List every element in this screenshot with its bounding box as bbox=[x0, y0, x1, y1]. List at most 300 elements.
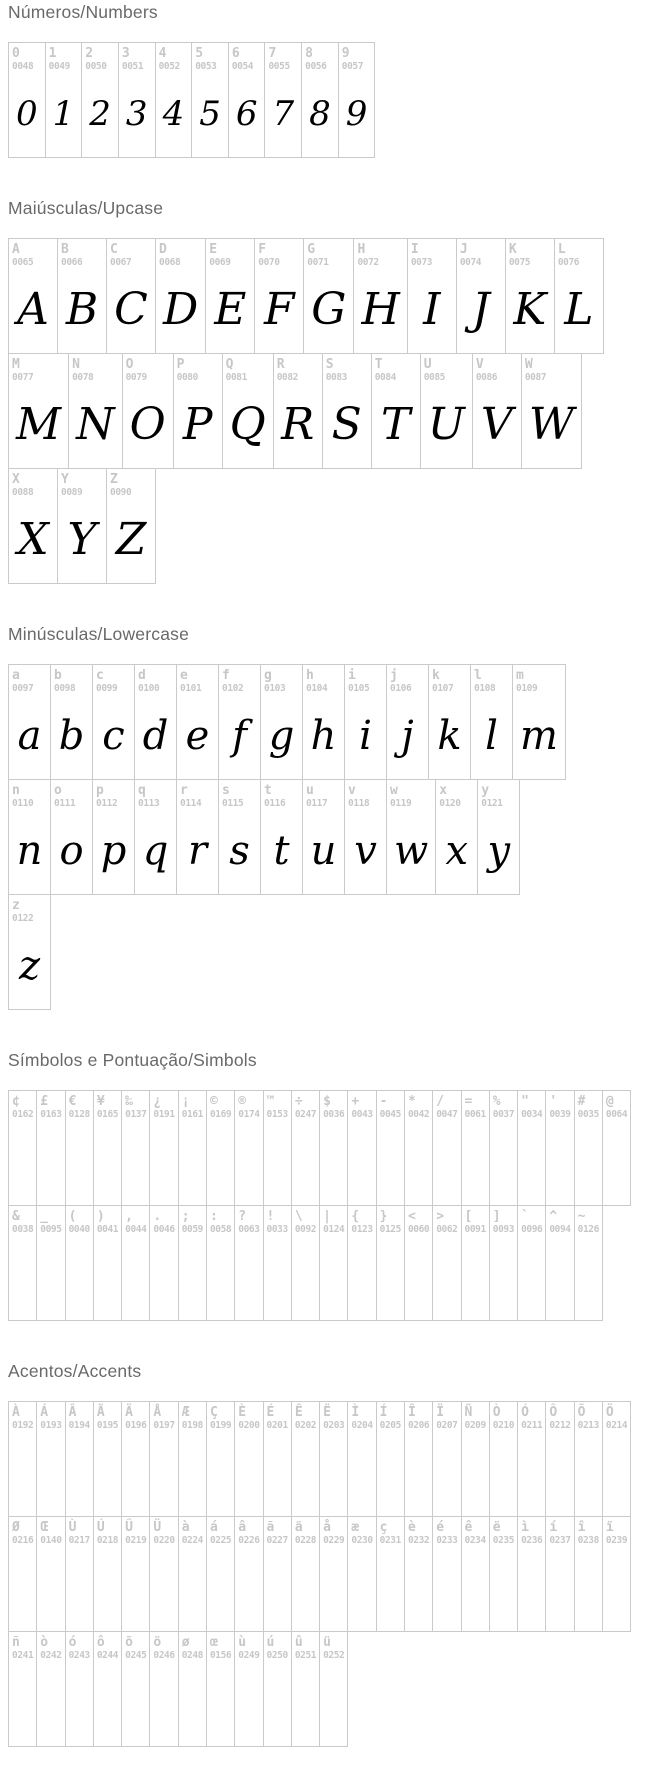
char-code: 0235 bbox=[492, 1535, 515, 1546]
char-label: V bbox=[475, 357, 484, 372]
char-glyph: 3 bbox=[125, 93, 148, 134]
char-code: 0196 bbox=[125, 1420, 147, 1431]
char-cell bbox=[461, 1401, 490, 1517]
char-cell bbox=[93, 1516, 122, 1632]
char-code: 0113 bbox=[138, 798, 160, 809]
char-cell bbox=[8, 1205, 37, 1321]
char-label: $ bbox=[323, 1094, 331, 1109]
char-cell bbox=[456, 238, 506, 354]
char-label: w bbox=[390, 783, 398, 798]
char-cell bbox=[254, 238, 304, 354]
char-code: 0089 bbox=[61, 487, 83, 498]
char-cell bbox=[8, 779, 51, 895]
char-label: 3 bbox=[121, 46, 130, 61]
char-code: 0064 bbox=[605, 1109, 628, 1120]
char-glyph: F bbox=[264, 284, 295, 335]
char-label: ) bbox=[96, 1209, 105, 1224]
char-cell bbox=[263, 1401, 292, 1517]
char-cell bbox=[149, 1090, 178, 1206]
char-cell bbox=[149, 1205, 178, 1321]
char-code: 0217 bbox=[68, 1535, 90, 1546]
char-code: 0194 bbox=[68, 1420, 90, 1431]
char-cell bbox=[93, 1401, 122, 1517]
char-cell bbox=[319, 1516, 348, 1632]
char-code: 0107 bbox=[432, 683, 454, 694]
char-glyph: A bbox=[17, 284, 49, 335]
char-code: 0123 bbox=[351, 1224, 373, 1235]
char-label: Î bbox=[407, 1405, 416, 1420]
char-glyph bbox=[351, 1431, 372, 1514]
char-label: Ì bbox=[351, 1405, 360, 1420]
char-glyph: t bbox=[273, 827, 290, 874]
char-label: p bbox=[96, 783, 104, 798]
char-label: Ú bbox=[96, 1520, 105, 1535]
char-cell bbox=[50, 664, 93, 780]
char-glyph bbox=[97, 1546, 118, 1629]
char-code: 0100 bbox=[138, 683, 160, 694]
char-cell bbox=[57, 468, 107, 584]
char-glyph bbox=[182, 1120, 203, 1203]
char-glyph: K bbox=[513, 284, 547, 335]
char-label: É bbox=[266, 1405, 275, 1420]
char-glyph: 8 bbox=[309, 93, 331, 134]
char-label: ' bbox=[549, 1094, 558, 1109]
char-glyph: E bbox=[214, 284, 247, 335]
char-label: 7 bbox=[268, 46, 277, 61]
char-glyph: 1 bbox=[52, 93, 75, 134]
char-label: å bbox=[323, 1520, 331, 1535]
char-glyph bbox=[12, 1661, 33, 1744]
char-cell bbox=[505, 238, 555, 354]
char-cell bbox=[36, 1090, 65, 1206]
char-glyph bbox=[295, 1661, 316, 1744]
char-cell bbox=[545, 1090, 574, 1206]
char-label: é bbox=[436, 1520, 445, 1535]
char-code: 0043 bbox=[351, 1109, 373, 1120]
char-code: 0206 bbox=[407, 1420, 430, 1431]
char-glyph: S bbox=[331, 399, 362, 450]
char-label: " bbox=[521, 1094, 529, 1109]
section-title: Maiúsculas/Upcase bbox=[8, 198, 164, 218]
char-label: Â bbox=[68, 1405, 77, 1420]
char-row bbox=[8, 1090, 661, 1206]
char-code: 0242 bbox=[40, 1650, 62, 1661]
char-cell bbox=[404, 1090, 433, 1206]
char-label: z bbox=[12, 898, 20, 913]
char-cell bbox=[517, 1205, 546, 1321]
char-cell bbox=[432, 1090, 461, 1206]
char-code: 0102 bbox=[222, 683, 244, 694]
char-label: Æ bbox=[181, 1405, 190, 1420]
char-label: o bbox=[54, 783, 62, 798]
char-label: ø bbox=[181, 1635, 190, 1650]
char-code: 0065 bbox=[12, 257, 34, 268]
char-code: 0239 bbox=[605, 1535, 628, 1546]
char-label: C bbox=[110, 242, 118, 257]
char-cell bbox=[291, 1205, 320, 1321]
char-code: 0237 bbox=[549, 1535, 571, 1546]
char-cell bbox=[302, 664, 345, 780]
char-cell bbox=[234, 1516, 263, 1632]
char-label: © bbox=[209, 1094, 218, 1109]
char-cell bbox=[260, 779, 303, 895]
char-label: K bbox=[508, 242, 517, 257]
char-code: 0047 bbox=[436, 1109, 458, 1120]
char-cell bbox=[602, 1401, 631, 1517]
char-glyph: b bbox=[58, 712, 85, 759]
char-label: E bbox=[209, 242, 218, 257]
char-code: 0120 bbox=[439, 798, 461, 809]
char-glyph: R bbox=[281, 399, 315, 450]
char-glyph bbox=[40, 1235, 61, 1318]
char-code: 0109 bbox=[516, 683, 538, 694]
char-glyph bbox=[238, 1120, 259, 1203]
char-cell bbox=[121, 1401, 150, 1517]
char-cell bbox=[263, 1631, 292, 1747]
char-glyph bbox=[12, 1120, 33, 1203]
char-cell bbox=[420, 353, 473, 469]
char-glyph bbox=[549, 1235, 570, 1318]
char-code: 0052 bbox=[158, 61, 180, 72]
char-row bbox=[8, 1401, 661, 1517]
char-cell bbox=[432, 1401, 461, 1517]
char-glyph bbox=[323, 1235, 344, 1318]
char-label: S bbox=[325, 357, 334, 372]
char-label: n bbox=[12, 783, 20, 798]
char-label: # bbox=[577, 1094, 586, 1109]
char-row bbox=[8, 42, 661, 158]
char-glyph bbox=[210, 1431, 231, 1514]
char-label: I bbox=[410, 242, 419, 257]
char-cell bbox=[36, 1401, 65, 1517]
char-cell bbox=[93, 1090, 122, 1206]
char-label: y bbox=[481, 783, 490, 798]
char-glyph bbox=[125, 1235, 146, 1318]
char-code: 0204 bbox=[351, 1420, 373, 1431]
char-code: 0081 bbox=[225, 372, 247, 383]
char-code: 0045 bbox=[379, 1109, 401, 1120]
char-label: > bbox=[436, 1209, 445, 1224]
char-glyph: 7 bbox=[272, 93, 295, 134]
char-code: 0226 bbox=[238, 1535, 260, 1546]
char-glyph: l bbox=[485, 712, 498, 759]
char-cell bbox=[176, 664, 219, 780]
char-cell bbox=[155, 238, 206, 354]
char-label: H bbox=[357, 242, 366, 257]
char-cell bbox=[461, 1205, 490, 1321]
char-cell bbox=[574, 1205, 603, 1321]
char-glyph: V bbox=[480, 399, 513, 450]
char-code: 0140 bbox=[40, 1535, 62, 1546]
char-code: 0156 bbox=[209, 1650, 232, 1661]
char-code: 0231 bbox=[379, 1535, 401, 1546]
char-code: 0117 bbox=[306, 798, 328, 809]
char-cell bbox=[178, 1090, 207, 1206]
char-glyph bbox=[295, 1546, 316, 1629]
char-glyph: 2 bbox=[89, 93, 111, 134]
char-label: Ø bbox=[12, 1520, 20, 1535]
char-cell bbox=[8, 353, 69, 469]
char-cell bbox=[8, 238, 58, 354]
char-label: 8 bbox=[305, 46, 313, 61]
char-label: è bbox=[407, 1520, 416, 1535]
char-code: 0051 bbox=[121, 61, 144, 72]
char-glyph bbox=[408, 1431, 429, 1514]
char-label: O bbox=[125, 357, 134, 372]
char-label: Ë bbox=[323, 1405, 331, 1420]
char-code: 0251 bbox=[294, 1650, 317, 1661]
char-glyph bbox=[436, 1431, 457, 1514]
char-label: : bbox=[209, 1209, 218, 1224]
char-glyph bbox=[295, 1431, 316, 1514]
char-code: 0093 bbox=[492, 1224, 515, 1235]
char-glyph bbox=[606, 1120, 627, 1203]
char-code: 0195 bbox=[96, 1420, 119, 1431]
char-code: 0037 bbox=[492, 1109, 515, 1120]
char-label: Ù bbox=[68, 1520, 77, 1535]
char-glyph bbox=[351, 1120, 372, 1203]
char-cell bbox=[205, 238, 255, 354]
char-label: x bbox=[439, 783, 448, 798]
char-glyph bbox=[69, 1431, 90, 1514]
char-label: ¥ bbox=[96, 1094, 105, 1109]
char-label: Ê bbox=[294, 1405, 303, 1420]
char-cell bbox=[545, 1205, 574, 1321]
char-code: 0054 bbox=[231, 61, 254, 72]
char-code: 0207 bbox=[436, 1420, 458, 1431]
char-code: 0092 bbox=[294, 1224, 317, 1235]
char-cell bbox=[347, 1205, 376, 1321]
char-code: 0111 bbox=[54, 798, 76, 809]
char-glyph bbox=[380, 1431, 401, 1514]
char-code: 0249 bbox=[238, 1650, 260, 1661]
char-code: 0169 bbox=[209, 1109, 232, 1120]
char-glyph: k bbox=[437, 712, 462, 759]
char-label: d bbox=[138, 668, 146, 683]
char-cell bbox=[517, 1516, 546, 1632]
char-cell bbox=[472, 353, 522, 469]
char-glyph: z bbox=[18, 942, 41, 989]
char-code: 0210 bbox=[492, 1420, 515, 1431]
char-glyph bbox=[436, 1120, 457, 1203]
char-code: 0161 bbox=[181, 1109, 203, 1120]
char-glyph bbox=[40, 1546, 61, 1629]
char-glyph bbox=[238, 1235, 259, 1318]
char-label: ï bbox=[605, 1520, 614, 1535]
char-code: 0088 bbox=[12, 487, 34, 498]
char-label: Á bbox=[40, 1405, 49, 1420]
char-glyph: d bbox=[142, 712, 169, 759]
char-cell bbox=[319, 1401, 348, 1517]
char-code: 0066 bbox=[61, 257, 83, 268]
char-label: Û bbox=[125, 1520, 133, 1535]
char-cell bbox=[122, 353, 174, 469]
char-glyph: w bbox=[394, 827, 429, 874]
char-cell bbox=[263, 1205, 292, 1321]
char-cell bbox=[149, 1516, 178, 1632]
char-code: 0069 bbox=[209, 257, 231, 268]
char-label: _ bbox=[40, 1209, 49, 1224]
char-glyph: u bbox=[310, 827, 337, 874]
char-cell bbox=[319, 1205, 348, 1321]
char-glyph: 9 bbox=[345, 93, 368, 134]
char-glyph bbox=[267, 1431, 288, 1514]
char-glyph bbox=[97, 1431, 118, 1514]
char-glyph bbox=[69, 1120, 90, 1203]
char-glyph bbox=[238, 1431, 259, 1514]
char-cell bbox=[574, 1401, 603, 1517]
char-label: R bbox=[276, 357, 285, 372]
char-glyph: f bbox=[232, 712, 247, 759]
char-cell bbox=[65, 1401, 94, 1517]
char-cell bbox=[8, 894, 51, 1010]
char-code: 0244 bbox=[96, 1650, 119, 1661]
char-code: 0247 bbox=[294, 1109, 317, 1120]
char-label: ; bbox=[181, 1209, 190, 1224]
char-cell bbox=[545, 1401, 574, 1517]
char-code: 0201 bbox=[266, 1420, 288, 1431]
char-cell bbox=[8, 468, 58, 584]
char-cell bbox=[8, 1631, 37, 1747]
char-cell bbox=[291, 1401, 320, 1517]
char-glyph: W bbox=[528, 399, 575, 450]
char-glyph: i bbox=[359, 712, 372, 759]
char-cell bbox=[344, 779, 387, 895]
char-glyph: J bbox=[471, 284, 490, 335]
char-cell bbox=[134, 779, 177, 895]
char-code: 0224 bbox=[181, 1535, 203, 1546]
char-glyph bbox=[40, 1661, 61, 1744]
char-label: ( bbox=[68, 1209, 77, 1224]
char-code: 0219 bbox=[125, 1535, 147, 1546]
char-code: 0106 bbox=[390, 683, 412, 694]
char-label: ® bbox=[238, 1094, 247, 1109]
char-cell bbox=[106, 238, 156, 354]
char-cell bbox=[263, 1090, 292, 1206]
char-cell bbox=[8, 1401, 37, 1517]
char-cell bbox=[517, 1401, 546, 1517]
char-glyph bbox=[182, 1431, 203, 1514]
char-glyph bbox=[380, 1546, 401, 1629]
char-glyph: s bbox=[229, 827, 250, 874]
char-cell bbox=[178, 1401, 207, 1517]
char-glyph bbox=[97, 1661, 118, 1744]
char-label: Ã bbox=[96, 1405, 105, 1420]
char-code: 0033 bbox=[266, 1224, 288, 1235]
char-cell bbox=[206, 1205, 235, 1321]
char-glyph bbox=[323, 1661, 344, 1744]
char-label: * bbox=[407, 1094, 416, 1109]
char-glyph: y bbox=[487, 827, 511, 874]
char-label: œ bbox=[209, 1635, 218, 1650]
char-label: & bbox=[12, 1209, 20, 1224]
char-cell bbox=[574, 1090, 603, 1206]
char-glyph bbox=[493, 1431, 514, 1514]
char-cell bbox=[489, 1090, 518, 1206]
char-glyph bbox=[153, 1235, 174, 1318]
char-code: 0192 bbox=[12, 1420, 34, 1431]
char-label: Ö bbox=[605, 1405, 614, 1420]
char-code: 0035 bbox=[577, 1109, 599, 1120]
char-glyph bbox=[238, 1661, 259, 1744]
char-label: r bbox=[180, 783, 188, 798]
char-glyph bbox=[408, 1235, 429, 1318]
char-label: Ü bbox=[153, 1520, 162, 1535]
char-label: s bbox=[222, 783, 230, 798]
char-cell bbox=[176, 779, 219, 895]
char-label: ü bbox=[323, 1635, 331, 1650]
char-label: ì bbox=[521, 1520, 529, 1535]
char-cell bbox=[155, 42, 193, 158]
char-code: 0218 bbox=[96, 1535, 119, 1546]
char-code: 0097 bbox=[12, 683, 34, 694]
char-glyph bbox=[267, 1235, 288, 1318]
char-glyph bbox=[125, 1661, 146, 1744]
char-glyph: 5 bbox=[199, 93, 221, 134]
char-code: 0246 bbox=[153, 1650, 175, 1661]
char-label: Õ bbox=[577, 1405, 586, 1420]
char-label: ä bbox=[294, 1520, 303, 1535]
char-label: N bbox=[72, 357, 80, 372]
char-code: 0104 bbox=[306, 683, 328, 694]
char-code: 0049 bbox=[48, 61, 70, 72]
char-cell bbox=[461, 1516, 490, 1632]
char-glyph bbox=[549, 1431, 570, 1514]
char-label: à bbox=[181, 1520, 190, 1535]
char-glyph bbox=[153, 1546, 174, 1629]
char-glyph bbox=[323, 1120, 344, 1203]
char-code: 0233 bbox=[436, 1535, 458, 1546]
char-glyph: G bbox=[311, 284, 347, 335]
char-label: ç bbox=[379, 1520, 388, 1535]
char-cell bbox=[344, 664, 387, 780]
char-glyph bbox=[125, 1120, 146, 1203]
char-glyph bbox=[493, 1546, 514, 1629]
char-glyph bbox=[549, 1546, 570, 1629]
char-code: 0039 bbox=[549, 1109, 571, 1120]
char-label: ú bbox=[266, 1635, 275, 1650]
char-label: Å bbox=[153, 1405, 162, 1420]
char-code: 0163 bbox=[40, 1109, 62, 1120]
char-cell bbox=[173, 353, 223, 469]
section-lowercase bbox=[8, 624, 661, 1010]
char-glyph bbox=[606, 1546, 627, 1629]
char-code: 0241 bbox=[12, 1650, 34, 1661]
char-glyph bbox=[465, 1546, 486, 1629]
char-glyph bbox=[323, 1431, 344, 1514]
char-glyph bbox=[40, 1431, 61, 1514]
char-label: â bbox=[238, 1520, 247, 1535]
char-code: 0057 bbox=[341, 61, 364, 72]
char-cell bbox=[301, 42, 339, 158]
char-label: æ bbox=[351, 1520, 360, 1535]
char-cell bbox=[65, 1205, 94, 1321]
char-label: D bbox=[159, 242, 167, 257]
char-glyph bbox=[125, 1546, 146, 1629]
char-code: 0044 bbox=[125, 1224, 147, 1235]
char-glyph: 6 bbox=[235, 93, 258, 134]
char-row bbox=[8, 353, 661, 469]
char-glyph bbox=[153, 1431, 174, 1514]
char-code: 0072 bbox=[357, 257, 379, 268]
char-code: 0094 bbox=[549, 1224, 571, 1235]
char-glyph: T bbox=[381, 399, 411, 450]
char-code: 0078 bbox=[72, 372, 94, 383]
char-glyph bbox=[521, 1546, 542, 1629]
char-cell bbox=[81, 42, 119, 158]
char-glyph: a bbox=[17, 712, 42, 759]
char-label: t bbox=[264, 783, 272, 798]
